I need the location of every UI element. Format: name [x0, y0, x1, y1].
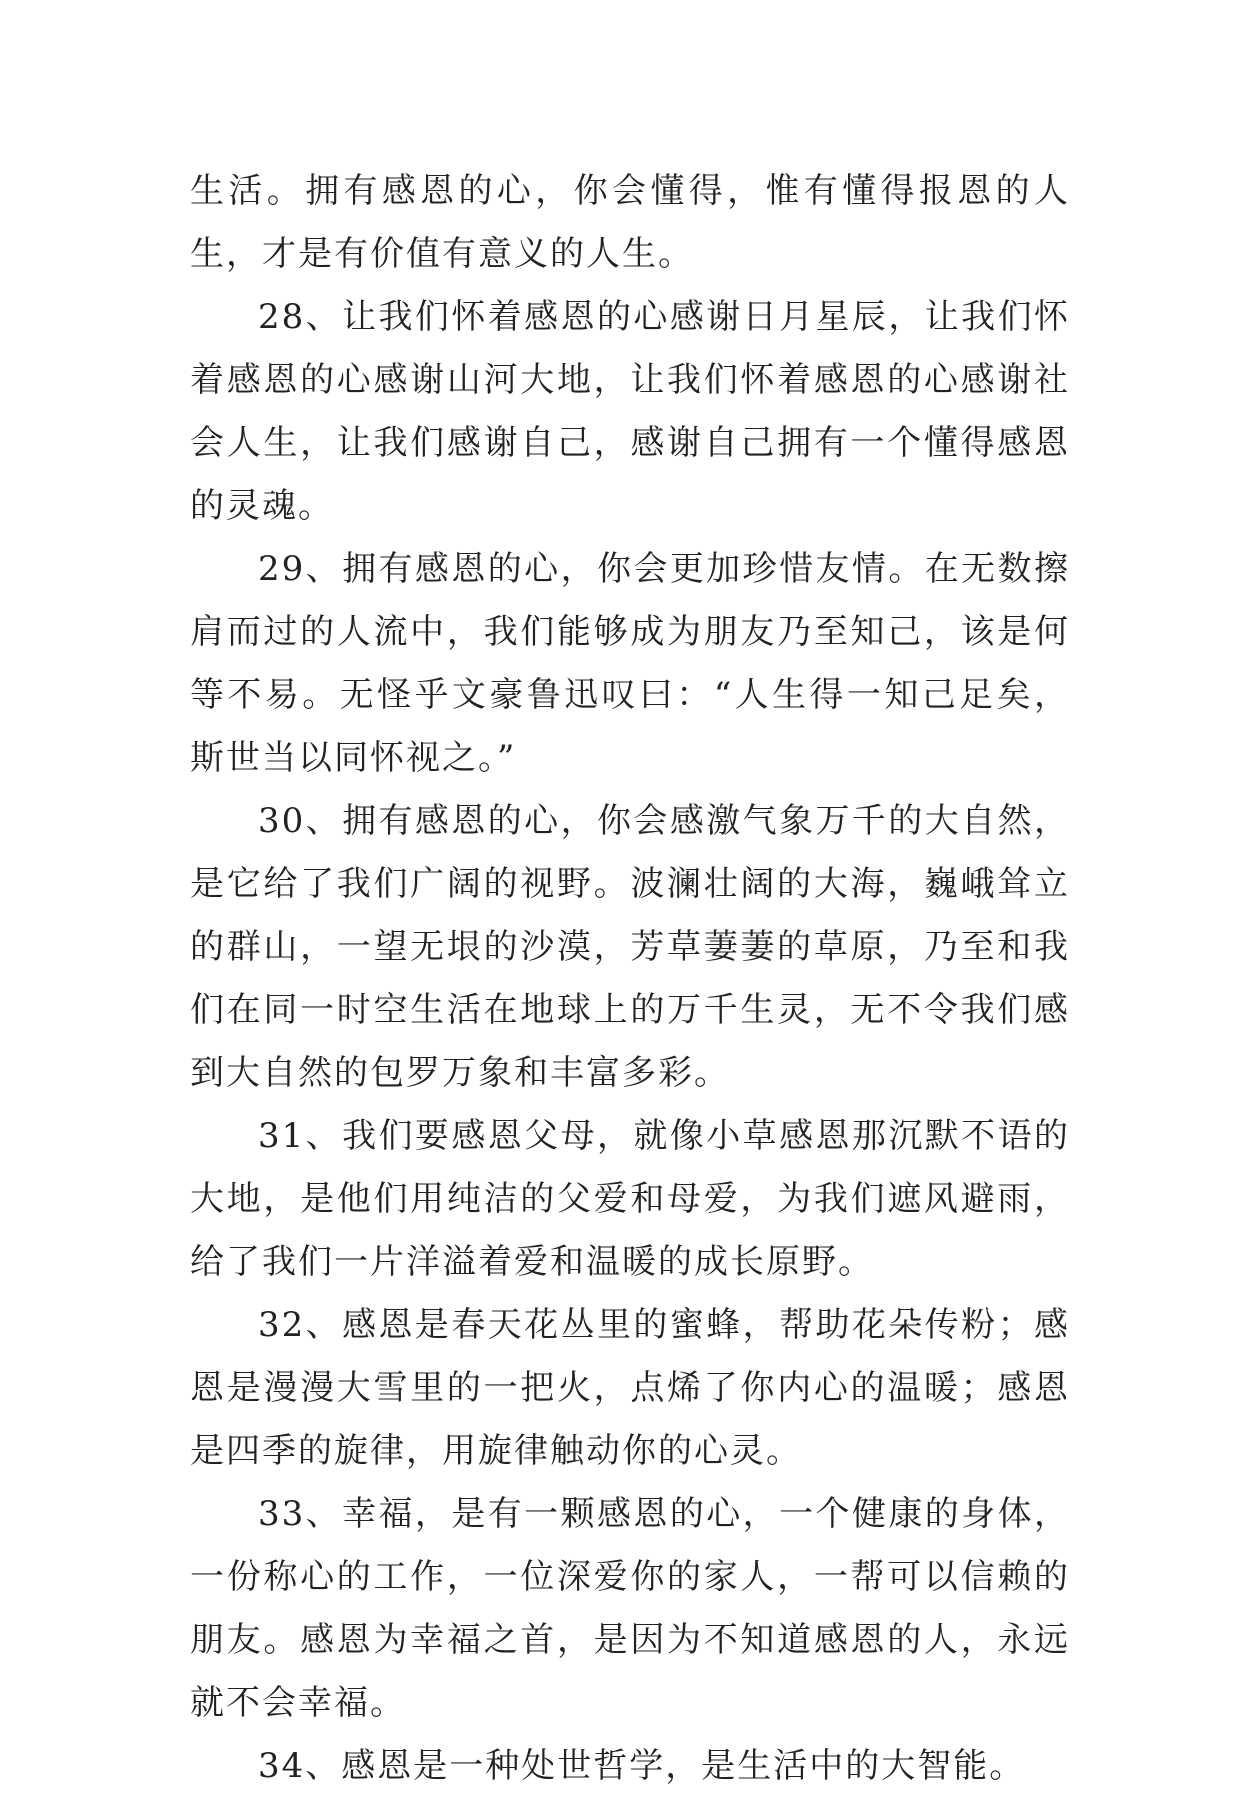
paragraph-30: 30、拥有感恩的心，你会感激气象万千的大自然，是它给了我们广阔的视野。波澜壮阔的大海，巍峨耸立的群山，一望无垠的沙漠，芳草萋萋的草原，乃至和我们在同一时空生活在地球上的万千生灵，无不令我们感到大自然的包罗万象和丰富多彩。 [190, 801, 1070, 1093]
paragraph-29: 29、拥有感恩的心，你会更加珍惜友情。在无数擦肩而过的人流中，我们能够成为朋友乃至知己，该是何等不易。无怪乎文豪鲁迅叹曰：“人生得一知己足矣，斯世当以同怀视之。” [190, 549, 1070, 778]
document-body [190, 160, 1070, 1798]
paragraph-31: 31、我们要感恩父母，就像小草感恩那沉默不语的大地，是他们用纯洁的父爱和母爱，为我们遮风避雨，给了我们一片洋溢着爱和温暖的成长原野。 [190, 1116, 1070, 1282]
paragraph-continuation: 生活。拥有感恩的心，你会懂得，惟有懂得报恩的人生，才是有价值有意义的人生。 [190, 171, 1070, 274]
paragraph-33: 33、幸福，是有一颗感恩的心，一个健康的身体，一份称心的工作，一位深爱你的家人，一帮可以信赖的朋友。感恩为幸福之首，是因为不知道感恩的人，永远就不会幸福。 [190, 1494, 1070, 1723]
paragraph-34: 34、感恩是一种处世哲学，是生活中的大智能。 [258, 1746, 1026, 1786]
paragraph-32: 32、感恩是春天花丛里的蜜蜂，帮助花朵传粉；感恩是漫漫大雪里的一把火，点烯了你内心的温暖；感恩是四季的旋律，用旋律触动你的心灵。 [190, 1305, 1070, 1471]
paragraph-28: 28、让我们怀着感恩的心感谢日月星辰，让我们怀着感恩的心感谢山河大地，让我们怀着感恩的心感谢社会人生，让我们感谢自己，感谢自己拥有一个懂得感恩的灵魂。 [190, 297, 1070, 526]
